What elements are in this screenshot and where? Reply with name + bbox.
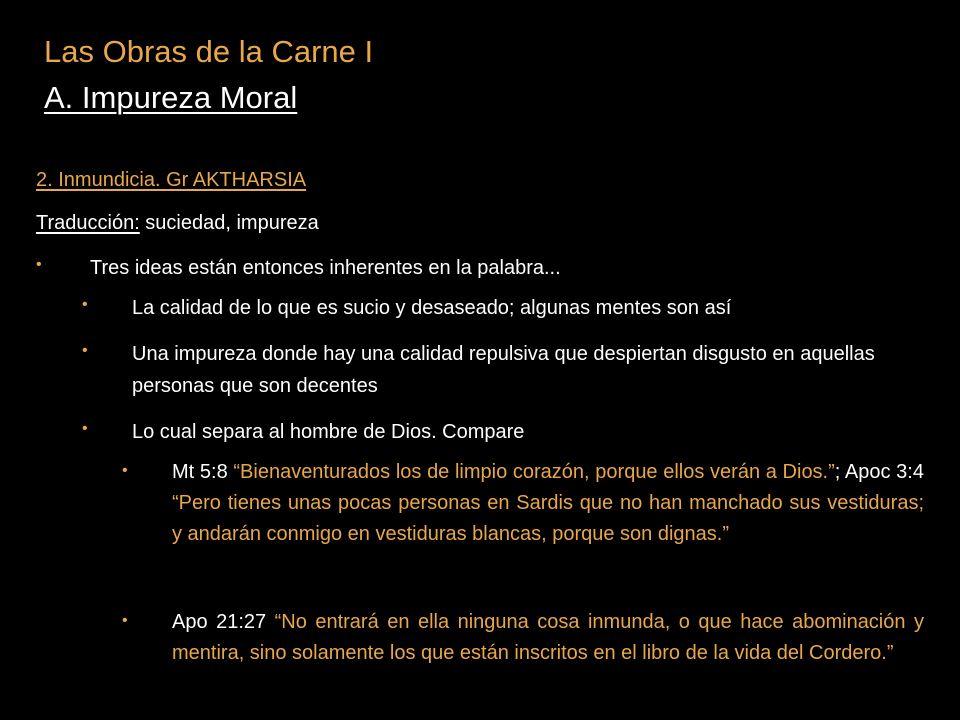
reference-apo-21-27: Apo 21:27: [172, 611, 275, 633]
translation-label: Traducción:: [36, 212, 140, 234]
quote-apo-21-27: “No entrará en ella ninguna cosa inmunda, o que hace abominación y mentira, sino solamente los que están inscritos en el libro de la vida del Cordero.”: [172, 611, 924, 664]
slide-subtitle: A. Impureza Moral: [44, 80, 298, 115]
quote-apoc-3-4: “Pero tienes unas pocas personas en Sardis que no han manchado sus vestiduras; y andarán conmigo en vestiduras blancas, porque son dignas.”: [172, 492, 924, 545]
bullet-ref-1: [172, 457, 924, 550]
translation-text: suciedad, impureza: [139, 212, 319, 234]
slide-title: Las Obras de la Carne I: [44, 34, 374, 69]
reference-apoc-3-4: ; Apoc 3:4: [834, 461, 924, 483]
bullet-main: Tres ideas están entonces inherentes en la palabra...: [90, 257, 561, 279]
bullet-dot: •: [36, 256, 42, 273]
bullet-ref-2: [172, 607, 924, 669]
bullet-dot: •: [82, 296, 88, 313]
reference-mt-5-8: Mt 5:8: [172, 461, 234, 483]
bullet-sub-1: La calidad de lo que es sucio y desaseado; algunas mentes son así: [132, 297, 732, 319]
section-heading: 2. Inmundicia. Gr AKTHARSIA: [36, 169, 307, 191]
translation-line: [36, 210, 319, 236]
bullet-dot: •: [122, 612, 128, 629]
bullet-dot: •: [82, 342, 88, 359]
bullet-dot: •: [122, 462, 128, 479]
bullet-sub-2: Una impureza donde hay una calidad repulsiva que despiertan disgusto en aquellas personas que son decentes: [132, 343, 875, 397]
quote-mt-5-8: “Bienaventurados los de limpio corazón, porque ellos verán a Dios.”: [233, 461, 835, 483]
bullet-dot: •: [82, 420, 88, 437]
bullet-sub-3: Lo cual separa al hombre de Dios. Compare: [132, 421, 525, 443]
